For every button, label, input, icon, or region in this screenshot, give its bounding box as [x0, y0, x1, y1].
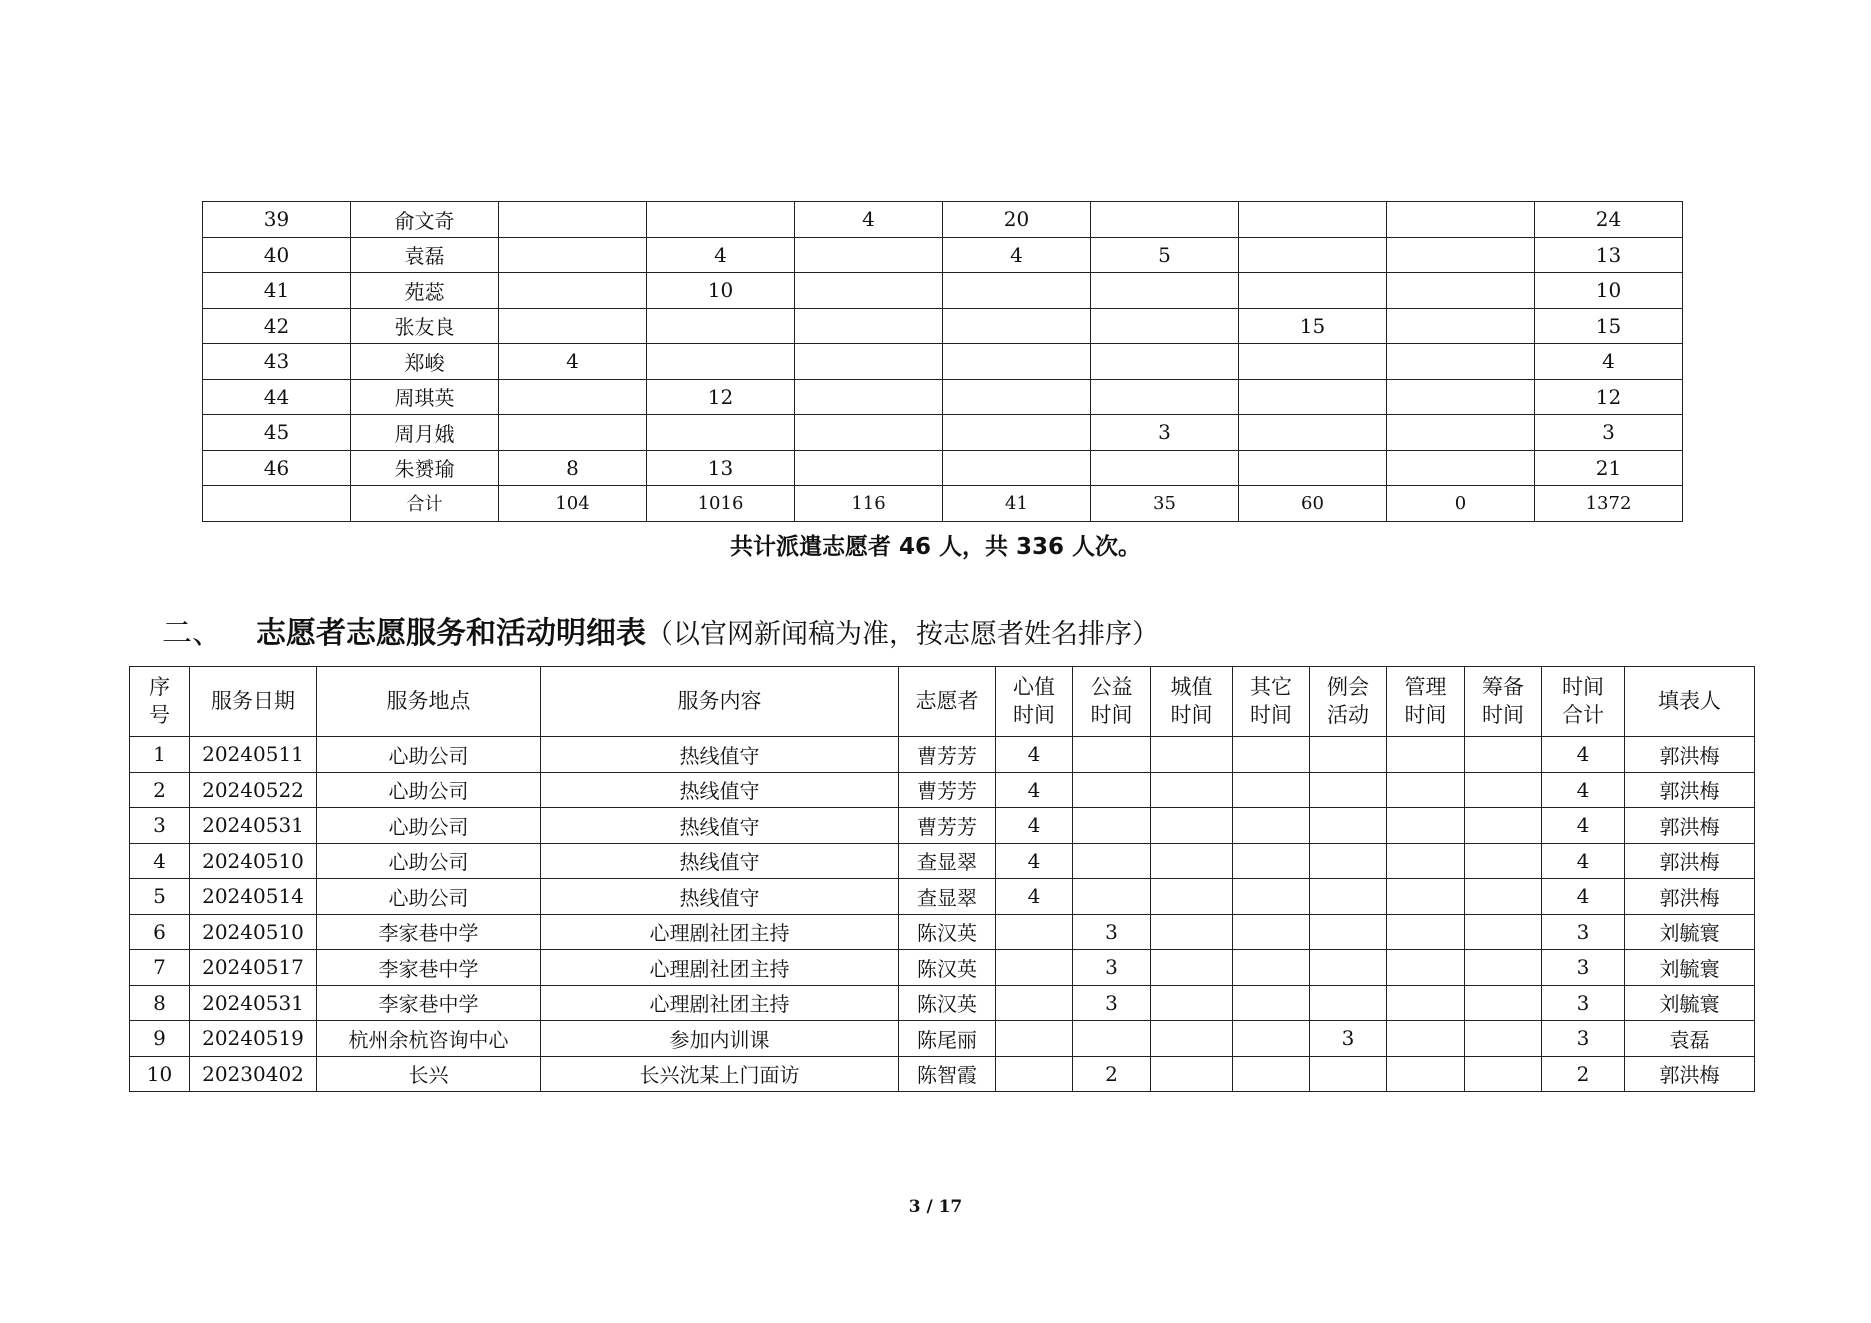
table-cell: 20240510 [190, 843, 317, 879]
table-cell [1073, 808, 1151, 844]
table-cell: 心助公司 [317, 843, 541, 879]
table-cell: 刘毓寰 [1625, 985, 1755, 1021]
table-cell [1239, 273, 1387, 309]
column-header-line: 公益 [1090, 675, 1133, 700]
table-cell [1233, 1021, 1310, 1057]
column-header [317, 667, 541, 737]
section-title: 志愿者志愿服务和活动明细表 [256, 616, 646, 651]
table-cell: 4 [1542, 843, 1625, 879]
table-cell [1151, 879, 1233, 915]
table-cell: 4 [943, 237, 1091, 273]
table-cell [1233, 879, 1310, 915]
table-cell [1310, 879, 1387, 915]
table-cell [1310, 1056, 1387, 1092]
table-cell: 曹芳芳 [899, 737, 996, 773]
table-cell [1151, 737, 1233, 773]
table-cell [1465, 914, 1542, 950]
table-cell: 陈汉英 [899, 950, 996, 986]
table-row [203, 202, 1683, 238]
table-cell [996, 985, 1073, 1021]
table-cell: 4 [996, 808, 1073, 844]
table-cell [996, 950, 1073, 986]
table-row [130, 1056, 1755, 1092]
total-cell: 104 [499, 486, 647, 522]
table-cell [943, 273, 1091, 309]
table-row [203, 237, 1683, 273]
table-cell [943, 415, 1091, 451]
table-cell [1387, 985, 1465, 1021]
table-row [130, 985, 1755, 1021]
table-cell: 20240531 [190, 985, 317, 1021]
table-cell: 参加内训课 [541, 1021, 899, 1057]
column-header [1542, 667, 1625, 737]
table-cell [943, 344, 1091, 380]
table-cell: 4 [795, 202, 943, 238]
table-cell: 心助公司 [317, 879, 541, 915]
table-cell [1387, 914, 1465, 950]
table-row [203, 308, 1683, 344]
table-cell: 热线值守 [541, 737, 899, 773]
column-header-line: 筹备 [1482, 675, 1524, 700]
column-header-line: 管理 [1404, 675, 1447, 700]
column-header-line: 时间 [1562, 675, 1604, 700]
table-cell [1151, 914, 1233, 950]
table-cell [1387, 344, 1535, 380]
column-header-line: 号 [149, 702, 170, 727]
table-cell: 长兴沈某上门面访 [541, 1056, 899, 1092]
table-row [130, 879, 1755, 915]
table-cell: 郑峻 [351, 344, 499, 380]
table-cell [1387, 1021, 1465, 1057]
column-header [899, 667, 996, 737]
table-cell [1465, 843, 1542, 879]
table-cell [943, 308, 1091, 344]
table-cell: 8 [499, 450, 647, 486]
table-cell: 热线值守 [541, 808, 899, 844]
table-cell [1387, 379, 1535, 415]
table-cell [499, 273, 647, 309]
table-cell [1239, 237, 1387, 273]
column-header [1151, 667, 1233, 737]
total-cell: 60 [1239, 486, 1387, 522]
table-cell: 曹芳芳 [899, 808, 996, 844]
table-cell [1310, 737, 1387, 773]
table-cell: 陈智霞 [899, 1056, 996, 1092]
table-cell [1465, 808, 1542, 844]
table-cell: 3 [1542, 950, 1625, 986]
table-row [203, 379, 1683, 415]
total-cell: 41 [943, 486, 1091, 522]
table-row [130, 950, 1755, 986]
table-cell: 查显翠 [899, 843, 996, 879]
table-cell: 21 [1535, 450, 1683, 486]
table-cell: 15 [1239, 308, 1387, 344]
table-cell: 3 [1310, 1021, 1387, 1057]
table-cell: 1 [130, 737, 190, 773]
table-cell: 20 [943, 202, 1091, 238]
column-header-line: 时间 [1170, 702, 1213, 727]
table-cell [1233, 914, 1310, 950]
table-cell [499, 379, 647, 415]
table-cell: 苑蕊 [351, 273, 499, 309]
table-cell: 陈尾丽 [899, 1021, 996, 1057]
table-cell [1239, 344, 1387, 380]
table-row [130, 843, 1755, 879]
table-cell: 8 [130, 985, 190, 1021]
table-cell [1387, 950, 1465, 986]
table-row [130, 1021, 1755, 1057]
table-cell [1073, 843, 1151, 879]
table-cell: 7 [130, 950, 190, 986]
table-cell: 心助公司 [317, 808, 541, 844]
table-cell: 郭洪梅 [1625, 737, 1755, 773]
table-cell: 袁磊 [351, 237, 499, 273]
table-cell: 42 [203, 308, 351, 344]
table-cell [1151, 1021, 1233, 1057]
table-cell: 20240519 [190, 1021, 317, 1057]
column-header-line: 心值 [1013, 675, 1055, 700]
table-cell: 4 [499, 344, 647, 380]
table-cell [647, 202, 795, 238]
table-cell [1310, 843, 1387, 879]
column-header-line: 志愿者 [915, 688, 979, 713]
table-cell: 郭洪梅 [1625, 808, 1755, 844]
table-cell [1465, 1021, 1542, 1057]
table-cell [1387, 772, 1465, 808]
column-header [1073, 667, 1151, 737]
table-cell: 5 [130, 879, 190, 915]
table-cell [1091, 273, 1239, 309]
section-heading [162, 608, 1159, 652]
table-cell [1239, 415, 1387, 451]
column-header [1465, 667, 1542, 737]
column-header [1310, 667, 1387, 737]
table-cell: 39 [203, 202, 351, 238]
table-cell: 20240522 [190, 772, 317, 808]
table-row [130, 914, 1755, 950]
table-cell: 2 [1073, 1056, 1151, 1092]
table-cell [1151, 950, 1233, 986]
table-cell [1091, 344, 1239, 380]
column-header [541, 667, 899, 737]
table-cell: 3 [1073, 950, 1151, 986]
table-cell [1073, 772, 1151, 808]
table-cell [1465, 1056, 1542, 1092]
table-cell [1233, 808, 1310, 844]
table-cell [1310, 914, 1387, 950]
table-cell [499, 415, 647, 451]
table-cell [1465, 950, 1542, 986]
column-header [1625, 667, 1755, 737]
table-cell [795, 379, 943, 415]
table-cell: 3 [1535, 415, 1683, 451]
table-row [203, 415, 1683, 451]
table-cell: 12 [1535, 379, 1683, 415]
table-cell: 3 [130, 808, 190, 844]
table-cell [1151, 985, 1233, 1021]
table-cell: 郭洪梅 [1625, 1056, 1755, 1092]
table-cell [1387, 308, 1535, 344]
table-cell [1233, 1056, 1310, 1092]
table-cell: 李家巷中学 [317, 950, 541, 986]
table-cell: 心助公司 [317, 737, 541, 773]
table-cell: 41 [203, 273, 351, 309]
table-cell: 郭洪梅 [1625, 772, 1755, 808]
table-cell: 4 [1542, 772, 1625, 808]
table-cell [795, 450, 943, 486]
page-number: 3 / 17 [908, 1197, 963, 1217]
column-header-line: 填表人 [1658, 688, 1721, 713]
column-header [1387, 667, 1465, 737]
table-row [130, 772, 1755, 808]
table-cell [1239, 202, 1387, 238]
table-cell: 46 [203, 450, 351, 486]
table-cell [1310, 950, 1387, 986]
table-cell [1310, 808, 1387, 844]
table-cell [795, 308, 943, 344]
table-cell [1151, 843, 1233, 879]
summary-text: 共计派遣志愿者 46 人，共 336 人次。 [729, 534, 1142, 560]
table-row [130, 808, 1755, 844]
table-row [130, 737, 1755, 773]
table-cell: 4 [996, 737, 1073, 773]
table-cell: 3 [1542, 985, 1625, 1021]
table-cell: 4 [647, 237, 795, 273]
table-cell: 4 [1542, 737, 1625, 773]
table-cell [499, 237, 647, 273]
table-cell [1233, 950, 1310, 986]
table-cell: 4 [996, 879, 1073, 915]
table-cell: 4 [130, 843, 190, 879]
table-cell [1151, 772, 1233, 808]
column-header-line: 时间 [1090, 702, 1133, 727]
table-cell [1387, 202, 1535, 238]
table-cell [1465, 737, 1542, 773]
total-cell: 35 [1091, 486, 1239, 522]
table-cell: 张友良 [351, 308, 499, 344]
table-cell: 10 [130, 1056, 190, 1092]
column-header-line: 时间 [1250, 702, 1292, 727]
table-cell: 24 [1535, 202, 1683, 238]
table-cell: 43 [203, 344, 351, 380]
column-header [190, 667, 317, 737]
column-header-line: 服务内容 [677, 688, 762, 713]
total-cell: 1372 [1535, 486, 1683, 522]
table-cell: 心助公司 [317, 772, 541, 808]
total-cell: 116 [795, 486, 943, 522]
table-cell: 曹芳芳 [899, 772, 996, 808]
table-cell: 刘毓寰 [1625, 950, 1755, 986]
service-detail-table [129, 666, 1755, 1092]
table-cell: 20230402 [190, 1056, 317, 1092]
column-header-line: 活动 [1327, 702, 1369, 727]
column-header-line: 时间 [1404, 702, 1447, 727]
table-cell: 44 [203, 379, 351, 415]
total-cell: 1016 [647, 486, 795, 522]
table-cell: 袁磊 [1625, 1021, 1755, 1057]
total-cell: 合计 [351, 486, 499, 522]
total-cell: 0 [1387, 486, 1535, 522]
table-cell [1387, 737, 1465, 773]
table-cell: 20240510 [190, 914, 317, 950]
table-cell: 45 [203, 415, 351, 451]
table-cell [795, 237, 943, 273]
table-cell: 心理剧社团主持 [541, 914, 899, 950]
table-cell [1091, 308, 1239, 344]
table-cell: 朱赟瑜 [351, 450, 499, 486]
table-cell: 2 [1542, 1056, 1625, 1092]
table-cell [996, 914, 1073, 950]
table-row [203, 450, 1683, 486]
table-cell [1091, 379, 1239, 415]
table-cell [1387, 273, 1535, 309]
table-cell [795, 344, 943, 380]
table-cell: 杭州余杭咨询中心 [317, 1021, 541, 1057]
section-number: 二、 [162, 616, 222, 651]
table-cell: 13 [647, 450, 795, 486]
table-row [203, 344, 1683, 380]
column-header-line: 服务地点 [386, 688, 471, 713]
table-cell [795, 415, 943, 451]
table-cell: 9 [130, 1021, 190, 1057]
table-cell: 5 [1091, 237, 1239, 273]
table-cell [1233, 737, 1310, 773]
table-cell: 40 [203, 237, 351, 273]
table-cell: 15 [1535, 308, 1683, 344]
table-cell: 热线值守 [541, 879, 899, 915]
table-cell: 13 [1535, 237, 1683, 273]
table-cell: 李家巷中学 [317, 985, 541, 1021]
column-header [1233, 667, 1310, 737]
table-cell: 3 [1542, 914, 1625, 950]
table-cell: 3 [1542, 1021, 1625, 1057]
table-cell: 3 [1073, 914, 1151, 950]
table-cell: 长兴 [317, 1056, 541, 1092]
table-cell: 12 [647, 379, 795, 415]
table-row [203, 273, 1683, 309]
table-cell [1387, 237, 1535, 273]
column-header-line: 例会 [1327, 675, 1369, 700]
table-cell: 郭洪梅 [1625, 879, 1755, 915]
table-cell [1073, 737, 1151, 773]
table-cell [1387, 879, 1465, 915]
table-cell [1233, 985, 1310, 1021]
table-cell [1073, 1021, 1151, 1057]
table-cell [1465, 879, 1542, 915]
table-cell: 10 [647, 273, 795, 309]
table-cell: 心理剧社团主持 [541, 950, 899, 986]
table-cell [647, 415, 795, 451]
table-cell: 周月娥 [351, 415, 499, 451]
total-row [203, 486, 1683, 522]
table-cell [996, 1021, 1073, 1057]
section-note: （以官网新闻稿为准，按志愿者姓名排序） [646, 619, 1159, 650]
table-cell [1387, 450, 1535, 486]
table-cell: 4 [996, 772, 1073, 808]
table-cell: 3 [1091, 415, 1239, 451]
table-cell: 心理剧社团主持 [541, 985, 899, 1021]
table-cell [1239, 379, 1387, 415]
table-cell: 周琪英 [351, 379, 499, 415]
table-cell [1387, 1056, 1465, 1092]
table-cell: 热线值守 [541, 843, 899, 879]
column-header-line: 其它 [1250, 675, 1292, 700]
table-cell: 3 [1073, 985, 1151, 1021]
table-cell [1233, 772, 1310, 808]
table-cell [1091, 202, 1239, 238]
table-cell: 查显翠 [899, 879, 996, 915]
table-cell [1151, 1056, 1233, 1092]
table-cell [795, 273, 943, 309]
table-cell: 6 [130, 914, 190, 950]
table-cell [1387, 808, 1465, 844]
table-cell: 郭洪梅 [1625, 843, 1755, 879]
table-cell: 刘毓寰 [1625, 914, 1755, 950]
table-cell [943, 450, 1091, 486]
table-cell [1387, 415, 1535, 451]
column-header-line: 时间 [1482, 702, 1524, 727]
table-cell: 20240531 [190, 808, 317, 844]
column-header-line: 合计 [1562, 702, 1604, 727]
table-cell [943, 379, 1091, 415]
table-cell: 陈汉英 [899, 914, 996, 950]
table-cell [1073, 879, 1151, 915]
table-cell: 俞文奇 [351, 202, 499, 238]
table-cell [499, 308, 647, 344]
table-cell: 4 [1535, 344, 1683, 380]
table-cell: 10 [1535, 273, 1683, 309]
table-cell: 2 [130, 772, 190, 808]
table-cell: 热线值守 [541, 772, 899, 808]
table-cell: 李家巷中学 [317, 914, 541, 950]
column-header [996, 667, 1073, 737]
table-cell [996, 1056, 1073, 1092]
table-cell: 20240517 [190, 950, 317, 986]
table-cell [1387, 843, 1465, 879]
table-cell: 陈汉英 [899, 985, 996, 1021]
table-cell [1465, 772, 1542, 808]
table-cell [1239, 450, 1387, 486]
table-cell [647, 344, 795, 380]
column-header-line: 服务日期 [211, 688, 295, 713]
table-cell [647, 308, 795, 344]
column-header-line: 时间 [1013, 702, 1055, 727]
table-cell [1233, 843, 1310, 879]
table-cell [1091, 450, 1239, 486]
table-cell [1310, 772, 1387, 808]
table-cell [499, 202, 647, 238]
column-header [130, 667, 190, 737]
table-cell: 4 [1542, 879, 1625, 915]
total-cell [203, 486, 351, 522]
volunteer-hours-table [202, 201, 1683, 522]
table-cell: 4 [1542, 808, 1625, 844]
header-row [130, 667, 1755, 737]
table-cell: 4 [996, 843, 1073, 879]
column-header-line: 序 [149, 675, 170, 700]
column-header-line: 城值 [1170, 675, 1213, 700]
table-cell: 20240511 [190, 737, 317, 773]
table-cell [1465, 985, 1542, 1021]
table-cell: 20240514 [190, 879, 317, 915]
table-cell [1151, 808, 1233, 844]
table-cell [1310, 985, 1387, 1021]
